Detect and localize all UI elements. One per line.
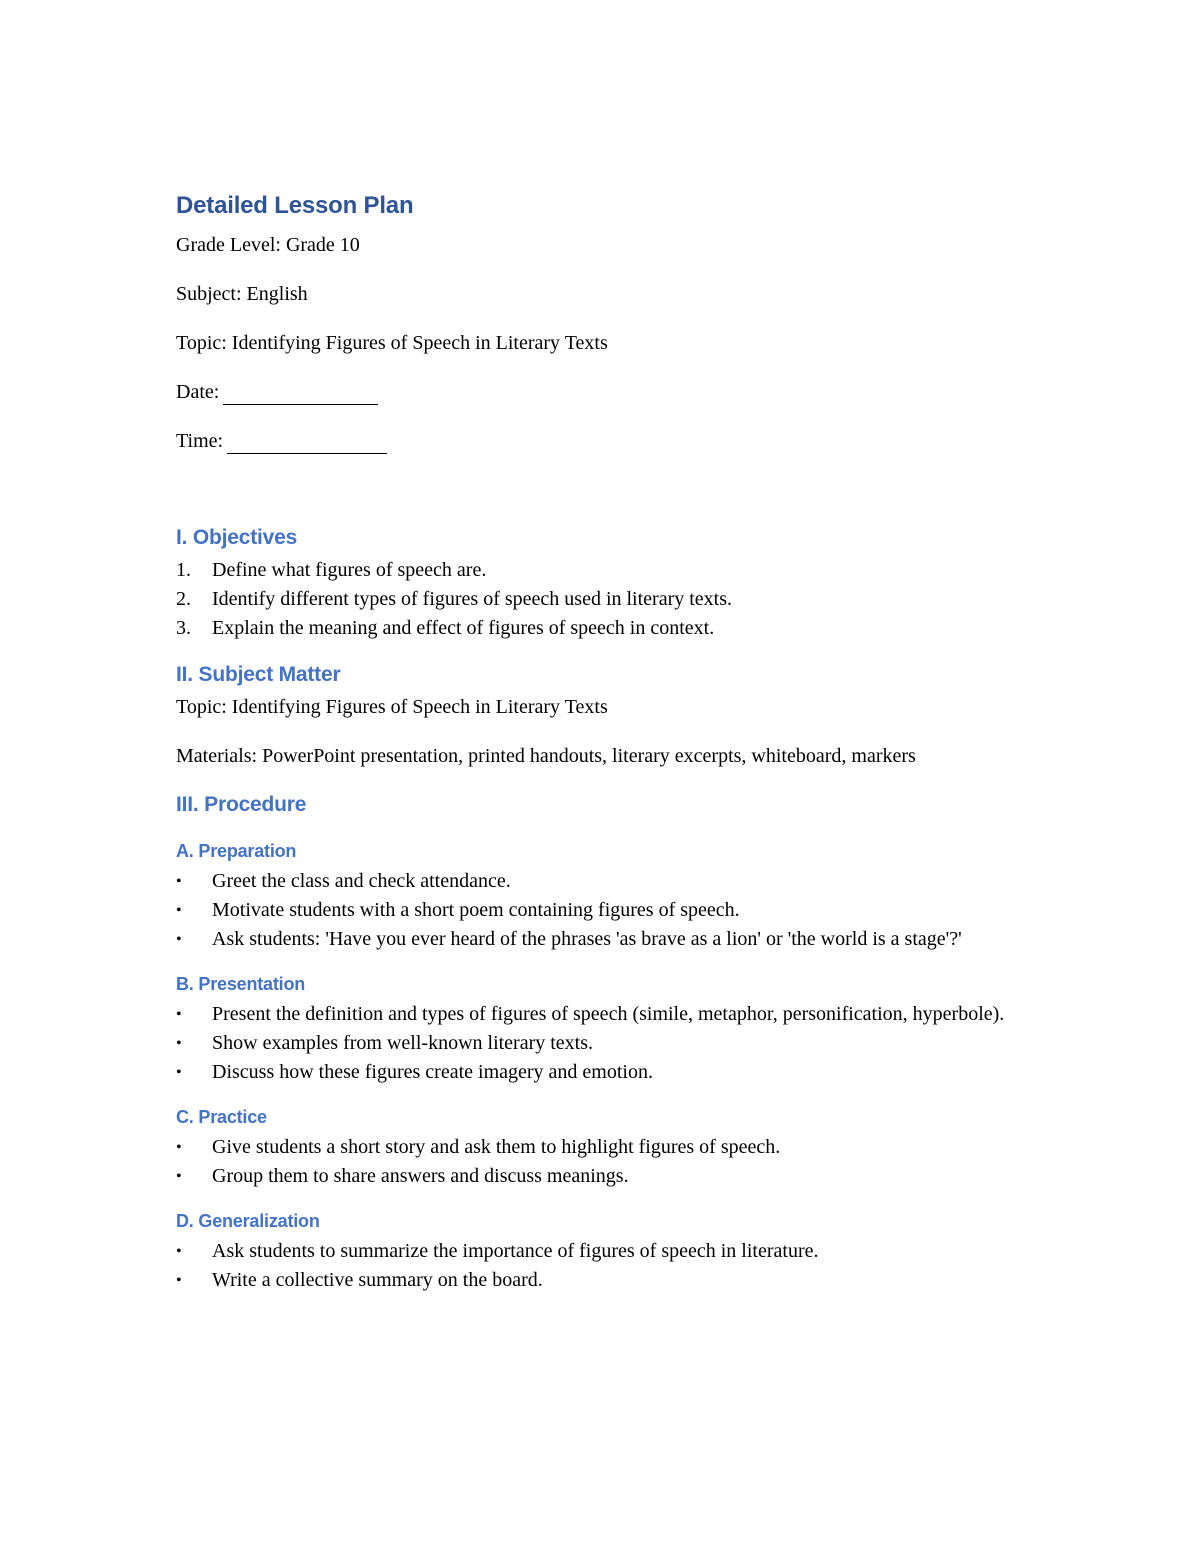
bullet: • <box>176 1139 182 1156</box>
objective-item <box>176 585 1026 614</box>
bullet: • <box>176 902 182 919</box>
list-item-text: Motivate students with a short poem containing figures of speech. <box>212 899 740 921</box>
bullet: • <box>176 1272 182 1289</box>
preparation-heading: A. Preparation <box>176 841 297 861</box>
list-item-text: Present the definition and types of figures of speech (simile, metaphor, personification, hyperbole). <box>212 1003 1005 1025</box>
list-item <box>176 1133 1026 1162</box>
document-page <box>176 190 1026 1295</box>
presentation-list <box>176 1000 1026 1087</box>
list-item-text: Write a collective summary on the board. <box>212 1269 543 1291</box>
practice-heading: C. Practice <box>176 1107 267 1127</box>
list-item-text: Give students a short story and ask them to highlight figures of speech. <box>212 1136 781 1158</box>
generalization-heading: D. Generalization <box>176 1211 320 1231</box>
list-item <box>176 1237 1026 1266</box>
practice-list <box>176 1133 1026 1191</box>
date-blank <box>223 384 378 405</box>
time-blank <box>227 433 387 454</box>
objectives-heading: I. Objectives <box>176 526 298 549</box>
bullet: • <box>176 1035 182 1052</box>
list-item <box>176 1162 1026 1191</box>
generalization-list <box>176 1237 1026 1295</box>
grade-level: Grade Level: Grade 10 <box>176 234 360 256</box>
bullet: • <box>176 931 182 948</box>
time-label: Time: <box>176 430 224 452</box>
presentation-heading: B. Presentation <box>176 974 306 994</box>
bullet: • <box>176 1006 182 1023</box>
date-label: Date: <box>176 381 220 403</box>
objective-text: Define what figures of speech are. <box>212 559 487 581</box>
list-item <box>176 867 1026 896</box>
list-item-text: Ask students to summarize the importance of figures of speech in literature. <box>212 1240 819 1262</box>
list-item <box>176 925 1026 954</box>
topic-line: Topic: Identifying Figures of Speech in Literary Texts <box>176 332 608 354</box>
objective-number: 3. <box>176 617 191 639</box>
subject-line: Subject: English <box>176 283 308 305</box>
objective-item <box>176 556 1026 585</box>
list-item-text: Ask students: 'Have you ever heard of the phrases 'as brave as a lion' or 'the world is a stage'?' <box>212 928 962 950</box>
procedure-heading: III. Procedure <box>176 793 307 816</box>
objectives-list <box>176 556 1026 643</box>
bullet: • <box>176 1064 182 1081</box>
subject-matter-topic: Topic: Identifying Figures of Speech in Literary Texts <box>176 696 608 718</box>
objective-item <box>176 614 1026 643</box>
list-item <box>176 896 1026 925</box>
objective-text: Identify different types of figures of speech used in literary texts. <box>212 588 733 610</box>
list-item-text: Greet the class and check attendance. <box>212 870 511 892</box>
list-item <box>176 1000 1026 1029</box>
list-item-text: Show examples from well-known literary texts. <box>212 1032 594 1054</box>
objective-number: 2. <box>176 588 191 610</box>
list-item-text: Group them to share answers and discuss meanings. <box>212 1165 629 1187</box>
time-line <box>176 428 1026 454</box>
bullet: • <box>176 1168 182 1185</box>
list-item <box>176 1266 1026 1295</box>
date-line <box>176 379 1026 405</box>
list-item-text: Discuss how these figures create imagery and emotion. <box>212 1061 653 1083</box>
list-item <box>176 1058 1026 1087</box>
objective-number: 1. <box>176 559 191 581</box>
document-title: Detailed Lesson Plan <box>176 192 414 219</box>
objective-text: Explain the meaning and effect of figures of speech in context. <box>212 617 715 639</box>
subject-matter-heading: II. Subject Matter <box>176 663 341 686</box>
subject-matter-materials: Materials: PowerPoint presentation, printed handouts, literary excerpts, whiteboard, markers <box>176 745 916 767</box>
list-item <box>176 1029 1026 1058</box>
bullet: • <box>176 873 182 890</box>
bullet: • <box>176 1243 182 1260</box>
preparation-list <box>176 867 1026 954</box>
